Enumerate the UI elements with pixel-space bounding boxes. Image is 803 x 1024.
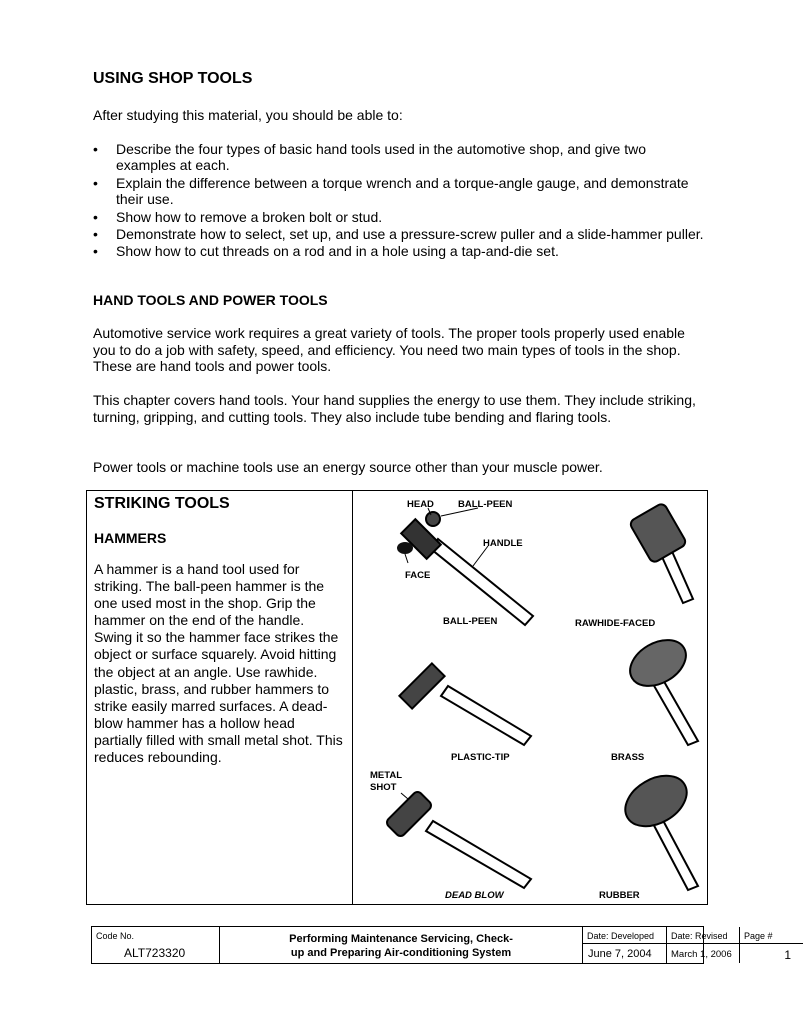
footer-developed-cell — [583, 927, 667, 963]
paragraph: Power tools or machine tools use an energy source other than your muscle power. — [93, 459, 603, 475]
label-dead-blow: DEAD BLOW — [445, 890, 504, 901]
rubber-hammer-figure — [616, 765, 698, 890]
hammers-heading: HAMMERS — [94, 530, 167, 546]
footer-title-line-1: Performing Maintenance Servicing, Check- — [289, 933, 513, 945]
ball-peen-hammer-figure — [397, 512, 533, 625]
footer-revised-cell — [667, 927, 740, 963]
label-ball-peen: BALL-PEEN — [443, 616, 498, 627]
page-title: USING SHOP TOOLS — [93, 70, 253, 87]
label-face: FACE — [405, 570, 431, 581]
label-rubber: RUBBER — [599, 890, 640, 901]
label-shot: SHOT — [370, 782, 397, 793]
label-head: HEAD — [407, 499, 434, 510]
dead-blow-hammer-figure — [385, 790, 531, 888]
list-item: • Show how to cut threads on a rod and in a hole using a tap-and-die set. — [93, 243, 708, 259]
code-label: Code No. — [96, 931, 135, 941]
code-value: ALT723320 — [124, 946, 186, 960]
striking-tools-box — [86, 490, 708, 905]
striking-tools-title: STRIKING TOOLS — [94, 495, 230, 512]
label-metal: METAL — [370, 770, 403, 781]
footer-page-cell — [740, 927, 803, 963]
cell-divider — [740, 943, 803, 944]
developed-label: Date: Developed — [587, 931, 655, 941]
revised-value: March 1, 2006 — [671, 949, 732, 960]
cell-divider — [583, 943, 666, 944]
list-item: • Describe the four types of basic hand tools used in the automotive shop, and give two examples at each. — [93, 141, 708, 174]
label-brass: BRASS — [611, 752, 645, 763]
label-ball-peen-top: BALL-PEEN — [458, 499, 513, 510]
plastic-tip-hammer-figure — [399, 663, 531, 745]
paragraph: This chapter covers hand tools. Your hand supplies the energy to use them. They include striking, turning, gripping, and cutting tools. They also include tube bending and flaring tools. — [93, 392, 696, 425]
label-handle: HANDLE — [483, 538, 523, 549]
cell-divider — [667, 943, 739, 944]
footer-title-cell — [220, 927, 583, 963]
revised-label: Date: Revised — [671, 931, 728, 941]
paragraph: Automotive service work requires a great variety of tools. The proper tools properly used enable you to do a job with safety, speed, and efficiency. You need two main types of tools in the shop. These are hand tools and power tools. — [93, 325, 685, 374]
objectives-list — [93, 141, 708, 261]
footer-title — [220, 932, 582, 960]
brass-hammer-figure — [622, 631, 698, 745]
footer-code-cell — [92, 927, 220, 963]
list-item: • Show how to remove a broken bolt or stud. — [93, 209, 708, 225]
rawhide-hammer-figure — [629, 502, 693, 603]
label-plastic-tip: PLASTIC-TIP — [451, 752, 510, 763]
hammers-illustration — [353, 491, 707, 904]
page-number: 1 — [784, 948, 791, 962]
hammers-text: A hammer is a hand tool used for striking. The ball-peen hammer is the one used most in the shop. Grip the hammer on the end of the handle. Swing it so the hammer face strikes the object or surface squarely. Avoid hitting the object at an angle. Use rawhide. plastic, brass, and rubber hammers to strike easily marred surfaces. A dead-blow hammer has a hollow head partially filled with small metal shot. This reduces rebounding. — [94, 561, 343, 766]
intro-text: After studying this material, you should be able to: — [93, 107, 403, 123]
section-heading: HAND TOOLS AND POWER TOOLS — [93, 292, 328, 308]
list-item: • Explain the difference between a torque wrench and a torque-angle gauge, and demonstrate their use. — [93, 175, 708, 208]
list-item: • Demonstrate how to select, set up, and use a pressure-screw puller and a slide-hammer puller. — [93, 226, 708, 242]
developed-value: June 7, 2004 — [588, 948, 652, 960]
page-label: Page # — [744, 931, 773, 941]
footer-title-line-2: up and Preparing Air-conditioning System — [290, 947, 512, 959]
label-rawhide: RAWHIDE-FACED — [575, 618, 656, 629]
document-footer — [91, 926, 791, 964]
